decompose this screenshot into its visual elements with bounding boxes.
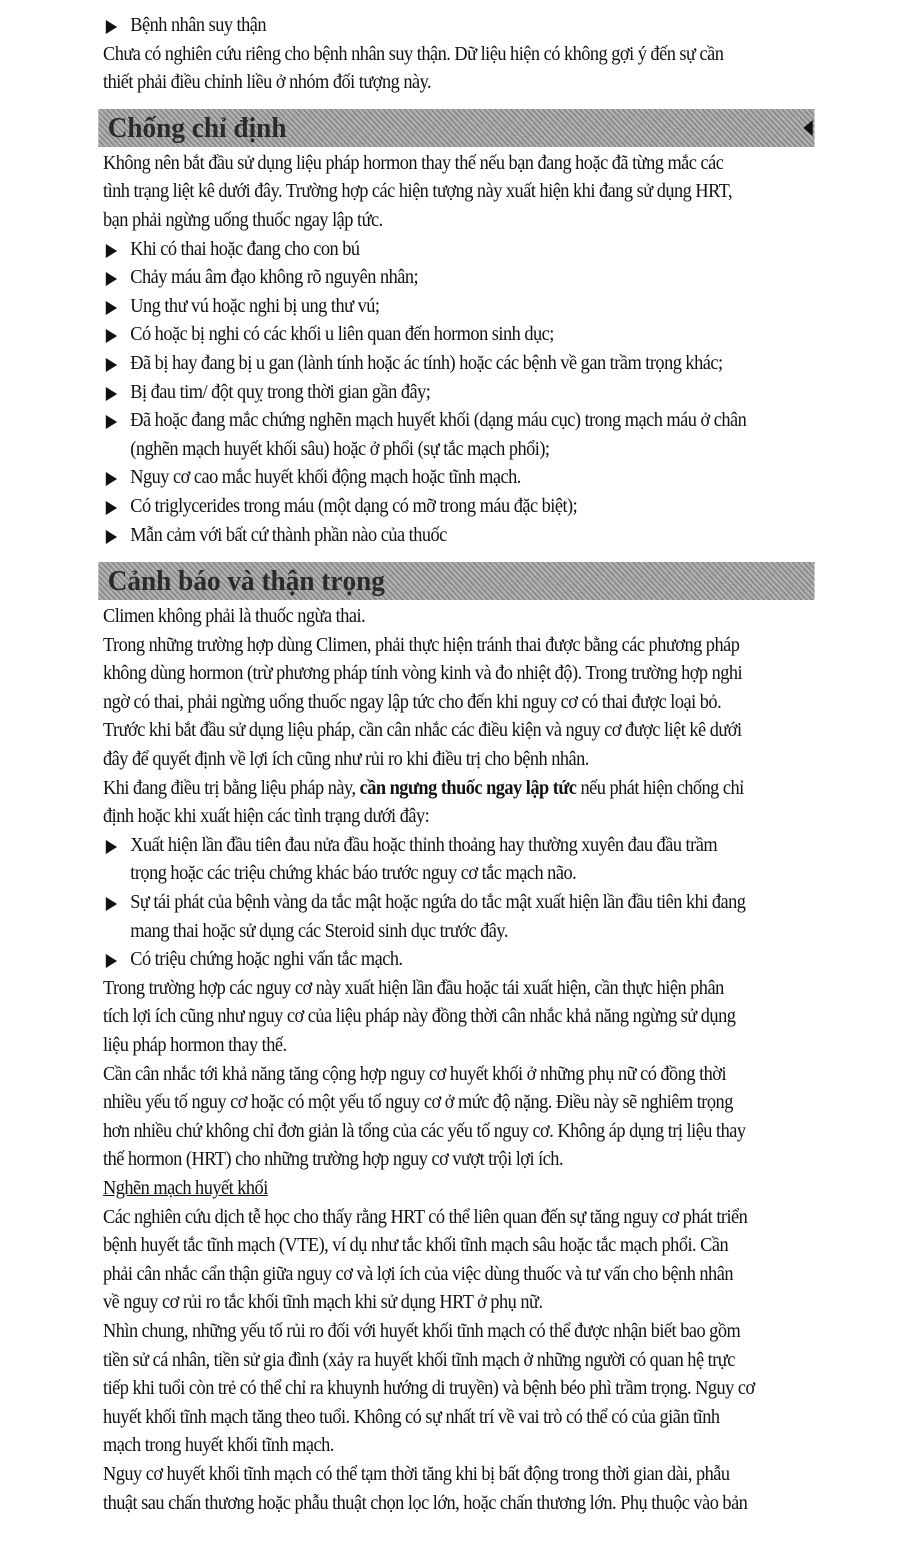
warn-item: Xuất hiện lần đầu tiên đau nửa đầu hoặc thỉnh thoảng hay thường xuyên đau đầu trầm — [103, 832, 811, 861]
contra-item: Ung thư vú hoặc nghi bị ung thư vú; — [103, 293, 811, 322]
contra-intro-line: Không nên bắt đầu sử dụng liệu pháp hormon thay thế nếu bạn đang hoặc đã từng mắc các — [103, 152, 724, 174]
thrombosis-text-line: Nhìn chung, những yếu tố rủi ro đối với huyết khối tĩnh mạch có thể được nhận biết bao gồm — [103, 1320, 741, 1342]
bullet-arrow-icon — [106, 954, 117, 968]
thrombosis-text-line: tiếp khi tuổi còn trẻ có thể chỉ ra khuynh hướng di truyền) và bệnh béo phì trầm trọng. Nguy cơ — [103, 1378, 755, 1400]
bullet-arrow-icon — [106, 472, 117, 486]
document-body — [103, 12, 811, 1518]
bullet-arrow-icon — [106, 387, 117, 401]
contraindications-heading-bar — [98, 109, 814, 147]
renal-bullet: Bệnh nhân suy thận — [103, 12, 811, 41]
bullet-arrow-icon — [106, 840, 117, 854]
renal-text-line: thiết phải điều chỉnh liều ở nhóm đối tượng này. — [103, 72, 432, 94]
thrombosis-text-line: Các nghiên cứu dịch tễ học cho thấy rằng HRT có thể liên quan đến sự tăng nguy cơ phát triển — [103, 1206, 748, 1228]
bullet-arrow-icon — [106, 530, 117, 544]
thrombosis-text-line: phải cân nhắc cẩn thận giữa nguy cơ và lợi ích của việc dùng thuốc và tư vấn cho bệnh nhân — [103, 1263, 733, 1285]
thrombosis-text-line: bệnh huyết tắc tĩnh mạch (VTE), ví dụ như tắc khối tĩnh mạch sâu hoặc tắc mạch phổi. Cần — [103, 1235, 729, 1257]
heading-arrow-icon — [803, 120, 812, 136]
warn-text-line: Trong trường hợp các nguy cơ này xuất hiện lần đầu hoặc tái xuất hiện, cần thực hiện phân — [103, 977, 724, 999]
bullet-arrow-icon — [106, 272, 117, 286]
contra-item: Mẫn cảm với bất cứ thành phần nào của thuốc — [103, 522, 811, 551]
warn-text-line: Climen không phải là thuốc ngừa thai. — [103, 606, 366, 628]
warnings-heading: Cảnh báo và thận trọng — [107, 565, 385, 598]
warn-text-line: đây để quyết định về lợi ích cũng như rủi ro khi điều trị cho bệnh nhân. — [103, 749, 589, 771]
contra-item: Khi có thai hoặc đang cho con bú — [103, 236, 811, 265]
thrombosis-text-line: về nguy cơ rủi ro tắc khối tĩnh mạch khi sử dụng HRT ở phụ nữ. — [103, 1292, 543, 1314]
thrombosis-subheading: Nghẽn mạch huyết khối — [103, 1177, 268, 1199]
contra-item: Đã hoặc đang mắc chứng nghẽn mạch huyết khối (dạng máu cục) trong mạch máu ở chân — [103, 407, 811, 436]
contra-item: Bị đau tim/ đột quỵ trong thời gian gần đây; — [103, 379, 811, 408]
warn-text-line: nhiều yếu tố nguy cơ hoặc có một yếu tố nguy cơ ở mức độ nặng. Điều này sẽ nghiêm trọng — [103, 1092, 733, 1114]
warn-item-continued: mang thai hoặc sử dụng các Steroid sinh dục trước đây. — [130, 920, 508, 942]
thrombosis-text-line: tiền sử cá nhân, tiền sử gia đình (xảy ra huyết khối tĩnh mạch ở những người có quan hệ trực — [103, 1349, 735, 1371]
thrombosis-text-line: mạch trong huyết khối tĩnh mạch. — [103, 1435, 334, 1457]
warn-text-line: không dùng hormon (trừ phương pháp tính vòng kinh và đo nhiệt độ). Trong trường hợp nghi — [103, 663, 743, 685]
contraindications-heading: Chống chỉ định — [107, 111, 287, 144]
contra-item: Có hoặc bị nghi có các khối u liên quan đến hormon sinh dục; — [103, 321, 811, 350]
bullet-arrow-icon — [106, 301, 117, 315]
warn-text-line: liệu pháp hormon thay thế. — [103, 1035, 287, 1056]
thrombosis-text-line: thuật sau chấn thương hoặc phẫu thuật chọn lọc lớn, hoặc chấn thương lớn. Phụ thuộc vào bản — [103, 1492, 748, 1514]
stop-treatment-line: Khi đang điều trị bằng liệu pháp này, cần ngưng thuốc ngay lập tức nếu phát hiện chống chỉ — [103, 777, 744, 799]
stop-treatment-emphasis: cần ngưng thuốc ngay lập tức — [359, 777, 577, 799]
bullet-arrow-icon — [106, 415, 117, 429]
warn-text-line: ngờ có thai, phải ngừng uống thuốc ngay lập tức cho đến khi nguy cơ có thai được loại bỏ. — [103, 691, 722, 713]
bullet-arrow-icon — [106, 244, 117, 258]
warnings-heading-bar — [98, 562, 814, 600]
warn-item: Sự tái phát của bệnh vàng da tắc mật hoặc ngứa do tắc mật xuất hiện lần đầu tiên khi đang — [103, 889, 811, 918]
warn-item: Có triệu chứng hoặc nghi vấn tắc mạch. — [103, 946, 811, 975]
contra-item: Đã bị hay đang bị u gan (lành tính hoặc ác tính) hoặc các bệnh về gan trầm trọng khác; — [103, 350, 811, 379]
bullet-arrow-icon — [106, 501, 117, 515]
warn-text-line: hơn nhiều chứ không chỉ đơn giản là tổng của các yếu tố nguy cơ. Không áp dụng trị liệu thay — [103, 1120, 746, 1142]
warn-text-line: định hoặc khi xuất hiện các tình trạng dưới đây: — [103, 806, 430, 828]
thrombosis-text-line: Nguy cơ huyết khối tĩnh mạch có thể tạm thời tăng khi bị bất động trong thời gian dài, phẫu — [103, 1463, 730, 1485]
warn-text-line: Trước khi bắt đầu sử dụng liệu pháp, cần cân nhắc các điều kiện và nguy cơ được liệt kê dưới — [103, 720, 742, 742]
contra-intro-line: tình trạng liệt kê dưới đây. Trường hợp các hiện tượng này xuất hiện khi đang sử dụng HRT, — [103, 181, 733, 203]
thrombosis-text-line: huyết khối tĩnh mạch tăng theo tuổi. Không có sự nhất trí về vai trò có thể có của giãn tĩnh — [103, 1406, 720, 1428]
renal-text-line: Chưa có nghiên cứu riêng cho bệnh nhân suy thận. Dữ liệu hiện có không gợi ý đến sự cần — [103, 43, 724, 65]
warn-text-line: Cần cân nhắc tới khả năng tăng cộng hợp nguy cơ huyết khối ở những phụ nữ có đồng thời — [103, 1063, 727, 1085]
contra-item: Chảy máu âm đạo không rõ nguyên nhân; — [103, 264, 811, 293]
contra-item: Có triglycerides trong máu (một dạng có mỡ trong máu đặc biệt); — [103, 493, 811, 522]
bullet-arrow-icon — [106, 329, 117, 343]
warn-text-line: Trong những trường hợp dùng Climen, phải thực hiện tránh thai được bằng các phương pháp — [103, 634, 740, 656]
bullet-arrow-icon — [106, 897, 117, 911]
contra-item: Nguy cơ cao mắc huyết khối động mạch hoặc tĩnh mạch. — [103, 464, 811, 493]
bullet-arrow-icon — [106, 358, 117, 372]
warn-text-line: tích lợi ích cũng như nguy cơ của liệu pháp này đồng thời cân nhắc khả năng ngừng sử dụng — [103, 1006, 736, 1028]
contra-item-continued: (nghẽn mạch huyết khối sâu) hoặc ở phổi (sự tắc mạch phổi); — [130, 438, 550, 460]
bullet-arrow-icon — [106, 20, 117, 34]
contra-intro-line: bạn phải ngừng uống thuốc ngay lập tức. — [103, 209, 383, 231]
warn-item-continued: trọng hoặc các triệu chứng khác báo trước nguy cơ tắc mạch não. — [130, 863, 577, 885]
warn-text-line: thế hormon (HRT) cho những trường hợp nguy cơ vượt trội lợi ích. — [103, 1149, 564, 1171]
